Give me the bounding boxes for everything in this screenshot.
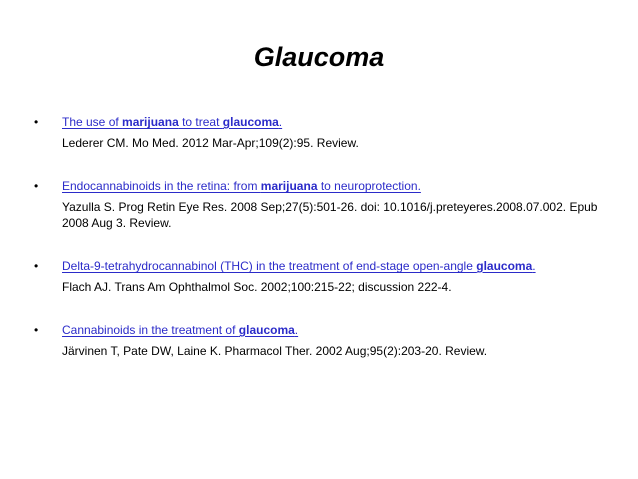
reference-link[interactable] [62,114,618,130]
reference-citation: Järvinen T, Pate DW, Laine K. Pharmacol Ther. 2002 Aug;95(2):203-20. Review. [62,344,488,358]
reference-link[interactable] [62,178,618,194]
link-keyword: glaucoma [476,259,533,273]
bullet-icon: • [34,179,39,193]
link-text: . [532,259,536,273]
reference-link[interactable] [62,322,618,338]
link-text: Delta-9-tetrahydrocannabinol (THC) in the treatment of end-stage open-angle [62,259,477,273]
reference-citation: Flach AJ. Trans Am Ophthalmol Soc. 2002;100:215-22; discussion 222-4. [62,280,452,294]
link-keyword: glaucoma [222,115,279,129]
link-text: . [294,323,299,337]
reference-list [0,114,638,386]
link-text: Endocannabinoids in the retina: from [62,179,261,193]
slide-title: Glaucoma [253,42,385,72]
link-text: . [278,115,283,129]
reference-item [0,258,638,295]
bullet-icon: • [34,323,39,337]
link-text: to treat [178,115,223,129]
bullet-icon: • [34,115,39,129]
bullet-icon: • [34,259,39,273]
link-text: The use of [62,115,123,129]
link-text: Cannabinoids in the treatment of [62,323,239,337]
link-keyword: marijuana [122,115,179,129]
reference-citation: Lederer CM. Mo Med. 2012 Mar-Apr;109(2):95. Review. [62,136,359,150]
reference-item [0,178,638,231]
reference-item [0,322,638,359]
reference-item [0,114,638,151]
link-text: to neuroprotection. [317,179,421,193]
link-keyword: glaucoma [238,323,295,337]
reference-link[interactable] [62,258,618,274]
reference-citation: Yazulla S. Prog Retin Eye Res. 2008 Sep;27(5):501-26. doi: 10.1016/j.preteyeres.2008.07.002. Epub 2008 Aug 3. Review. [62,200,598,230]
link-keyword: marijuana [260,179,318,193]
